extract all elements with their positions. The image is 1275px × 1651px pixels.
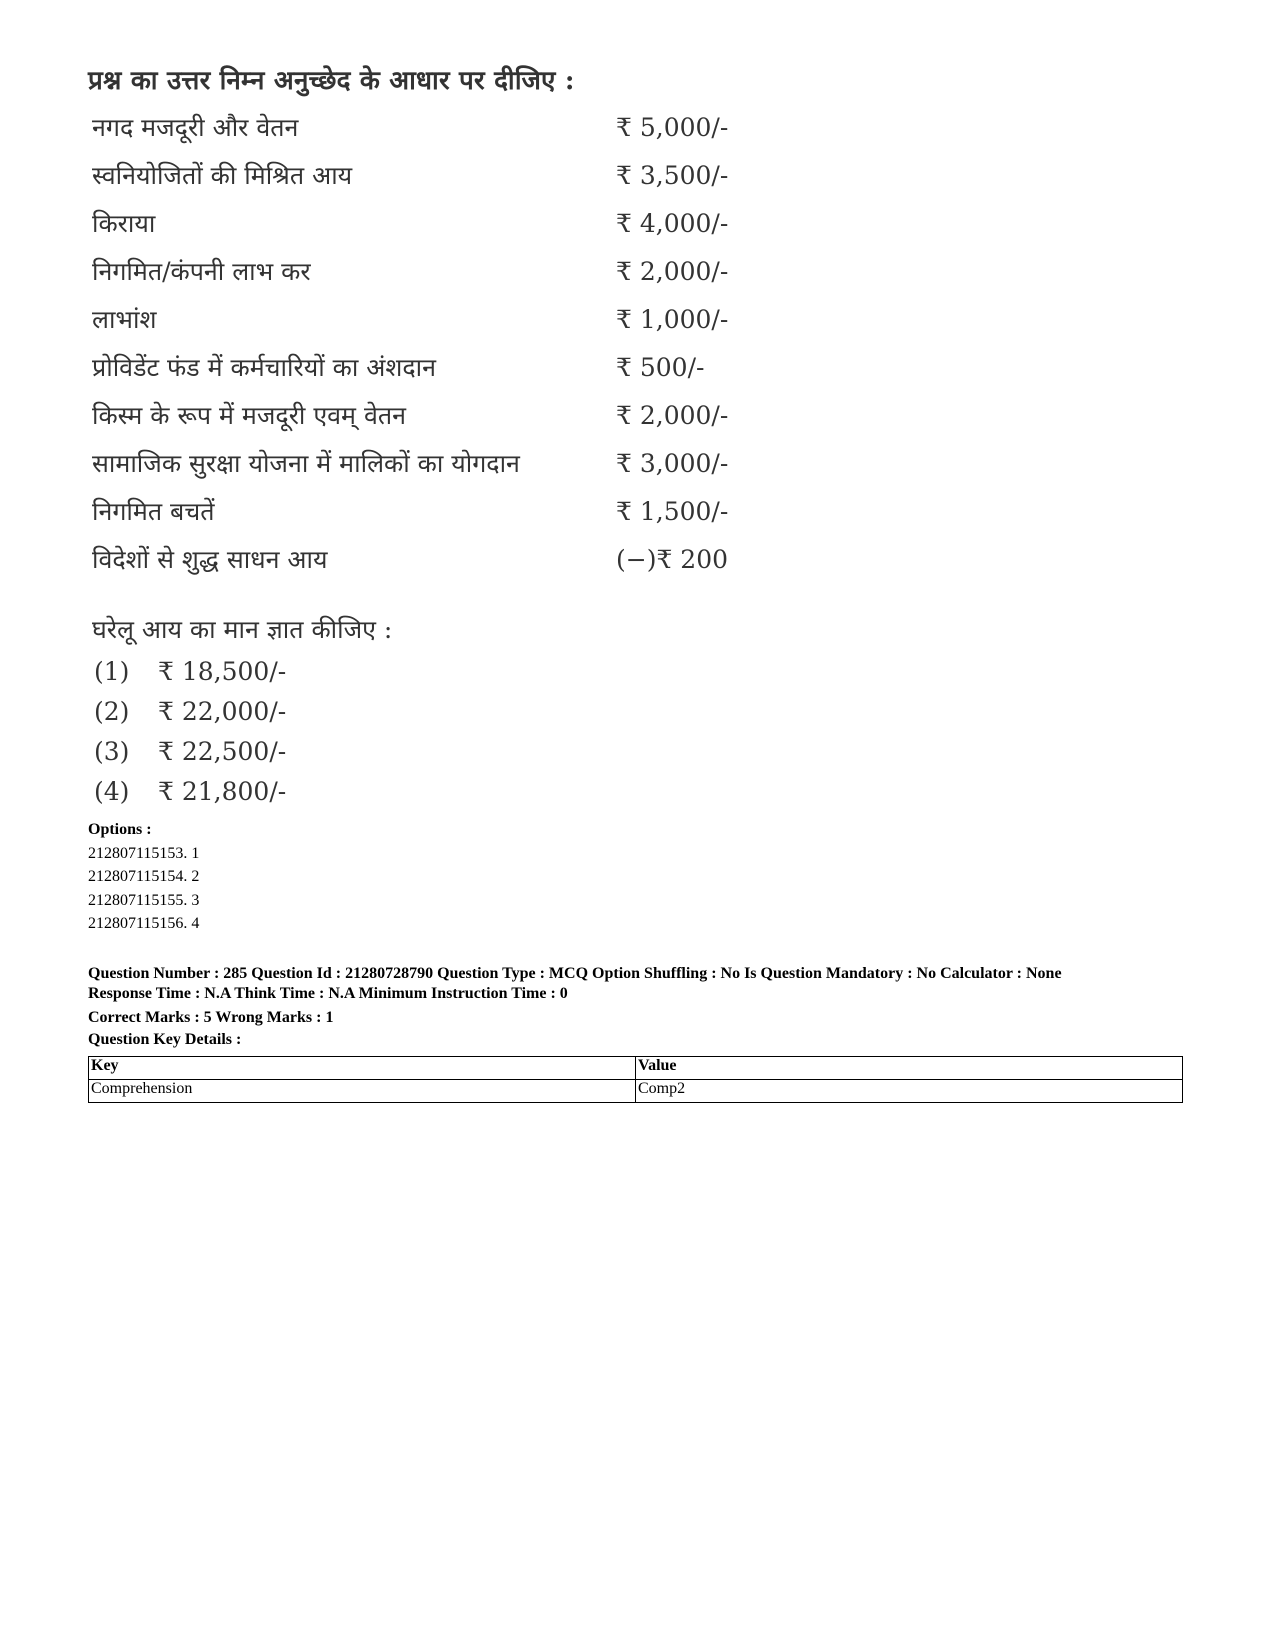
question-info-section (88, 964, 1198, 1051)
option-item: 212807115154. 2 (88, 868, 200, 885)
table-header-cell: Value (636, 1057, 1183, 1080)
income-item (88, 248, 728, 296)
comprehension-image (88, 58, 728, 812)
income-item-label: किस्म के रूप में मजदूरी एवम् वेतन (92, 401, 406, 430)
table-header-row (89, 1057, 1183, 1080)
answer-choice (88, 652, 728, 692)
income-item-label: प्रोविडेंट फंड में कर्मचारियों का अंशदान (92, 353, 436, 382)
income-item-value: (−)₹ 200 (616, 545, 729, 574)
option-item: 212807115156. 4 (88, 915, 200, 932)
table-cell: Comprehension (89, 1080, 636, 1103)
income-item-value: ₹ 3,000/- (616, 449, 729, 478)
income-item (88, 200, 728, 248)
income-item (88, 440, 728, 488)
answer-choice-value: ₹ 22,500/- (158, 737, 287, 766)
question-info-line: Response Time : N.A Think Time : N.A Minimum Instruction Time : 0 (88, 985, 568, 1002)
income-item-label: किराया (92, 209, 156, 238)
income-item-label: निगमित/कंपनी लाभ कर (92, 257, 311, 286)
income-item (88, 536, 728, 584)
income-item-value: ₹ 500/- (616, 353, 705, 382)
answer-choice-value: ₹ 18,500/- (158, 657, 287, 686)
table-cell: Comp2 (636, 1080, 1183, 1103)
options-label: Options : (88, 821, 152, 838)
key-details-table (88, 1056, 1183, 1103)
answer-choice-value: ₹ 22,000/- (158, 697, 287, 726)
income-item-value: ₹ 2,000/- (616, 401, 729, 430)
income-item-label: लाभांश (92, 305, 157, 334)
income-item-value: ₹ 1,500/- (616, 497, 729, 526)
income-item-value: ₹ 3,500/- (616, 161, 729, 190)
income-item (88, 296, 728, 344)
income-item (88, 104, 728, 152)
answer-choice-number: (3) (94, 737, 130, 766)
income-item-label: विदेशों से शुद्ध साधन आय (92, 545, 328, 574)
income-item-label: सामाजिक सुरक्षा योजना में मालिकों का योगदान (92, 449, 520, 478)
answer-choice-number: (1) (94, 657, 130, 686)
answer-choice-value: ₹ 21,800/- (158, 777, 287, 806)
income-item (88, 392, 728, 440)
options-section (88, 818, 1198, 936)
option-item: 212807115153. 1 (88, 844, 200, 862)
table-header-cell: Key (89, 1057, 636, 1080)
income-item (88, 488, 728, 536)
income-item (88, 152, 728, 200)
answer-choice-number: (2) (94, 697, 130, 726)
income-item-label: निगमित बचतें (92, 497, 215, 526)
question-info-line: Question Number : 285 Question Id : 21280728790 Question Type : MCQ Option Shuffling : No Is Question Mandatory : No Calculator : None (88, 965, 1062, 982)
income-item-label: नगद मजदूरी और वेतन (92, 113, 299, 142)
answer-choice (88, 692, 728, 732)
marks-line: Correct Marks : 5 Wrong Marks : 1 (88, 1009, 334, 1026)
question-text: घरेलू आय का मान ज्ञात कीजिए : (92, 615, 393, 644)
income-item-value: ₹ 5,000/- (616, 113, 729, 142)
answer-choice-number: (4) (94, 777, 130, 806)
income-item (88, 344, 728, 392)
income-item-value: ₹ 2,000/- (616, 257, 729, 286)
comprehension-heading: प्रश्न का उत्तर निम्न अनुच्छेद के आधार पर दीजिए : (88, 66, 575, 96)
income-item-label: स्वनियोजितों की मिश्रित आय (92, 161, 353, 190)
answer-choice (88, 732, 728, 772)
key-details-label: Question Key Details : (88, 1031, 242, 1048)
income-item-value: ₹ 1,000/- (616, 305, 729, 334)
income-item-value: ₹ 4,000/- (616, 209, 729, 238)
table-row (89, 1080, 1183, 1103)
answer-choice (88, 772, 728, 812)
option-item: 212807115155. 3 (88, 891, 200, 909)
